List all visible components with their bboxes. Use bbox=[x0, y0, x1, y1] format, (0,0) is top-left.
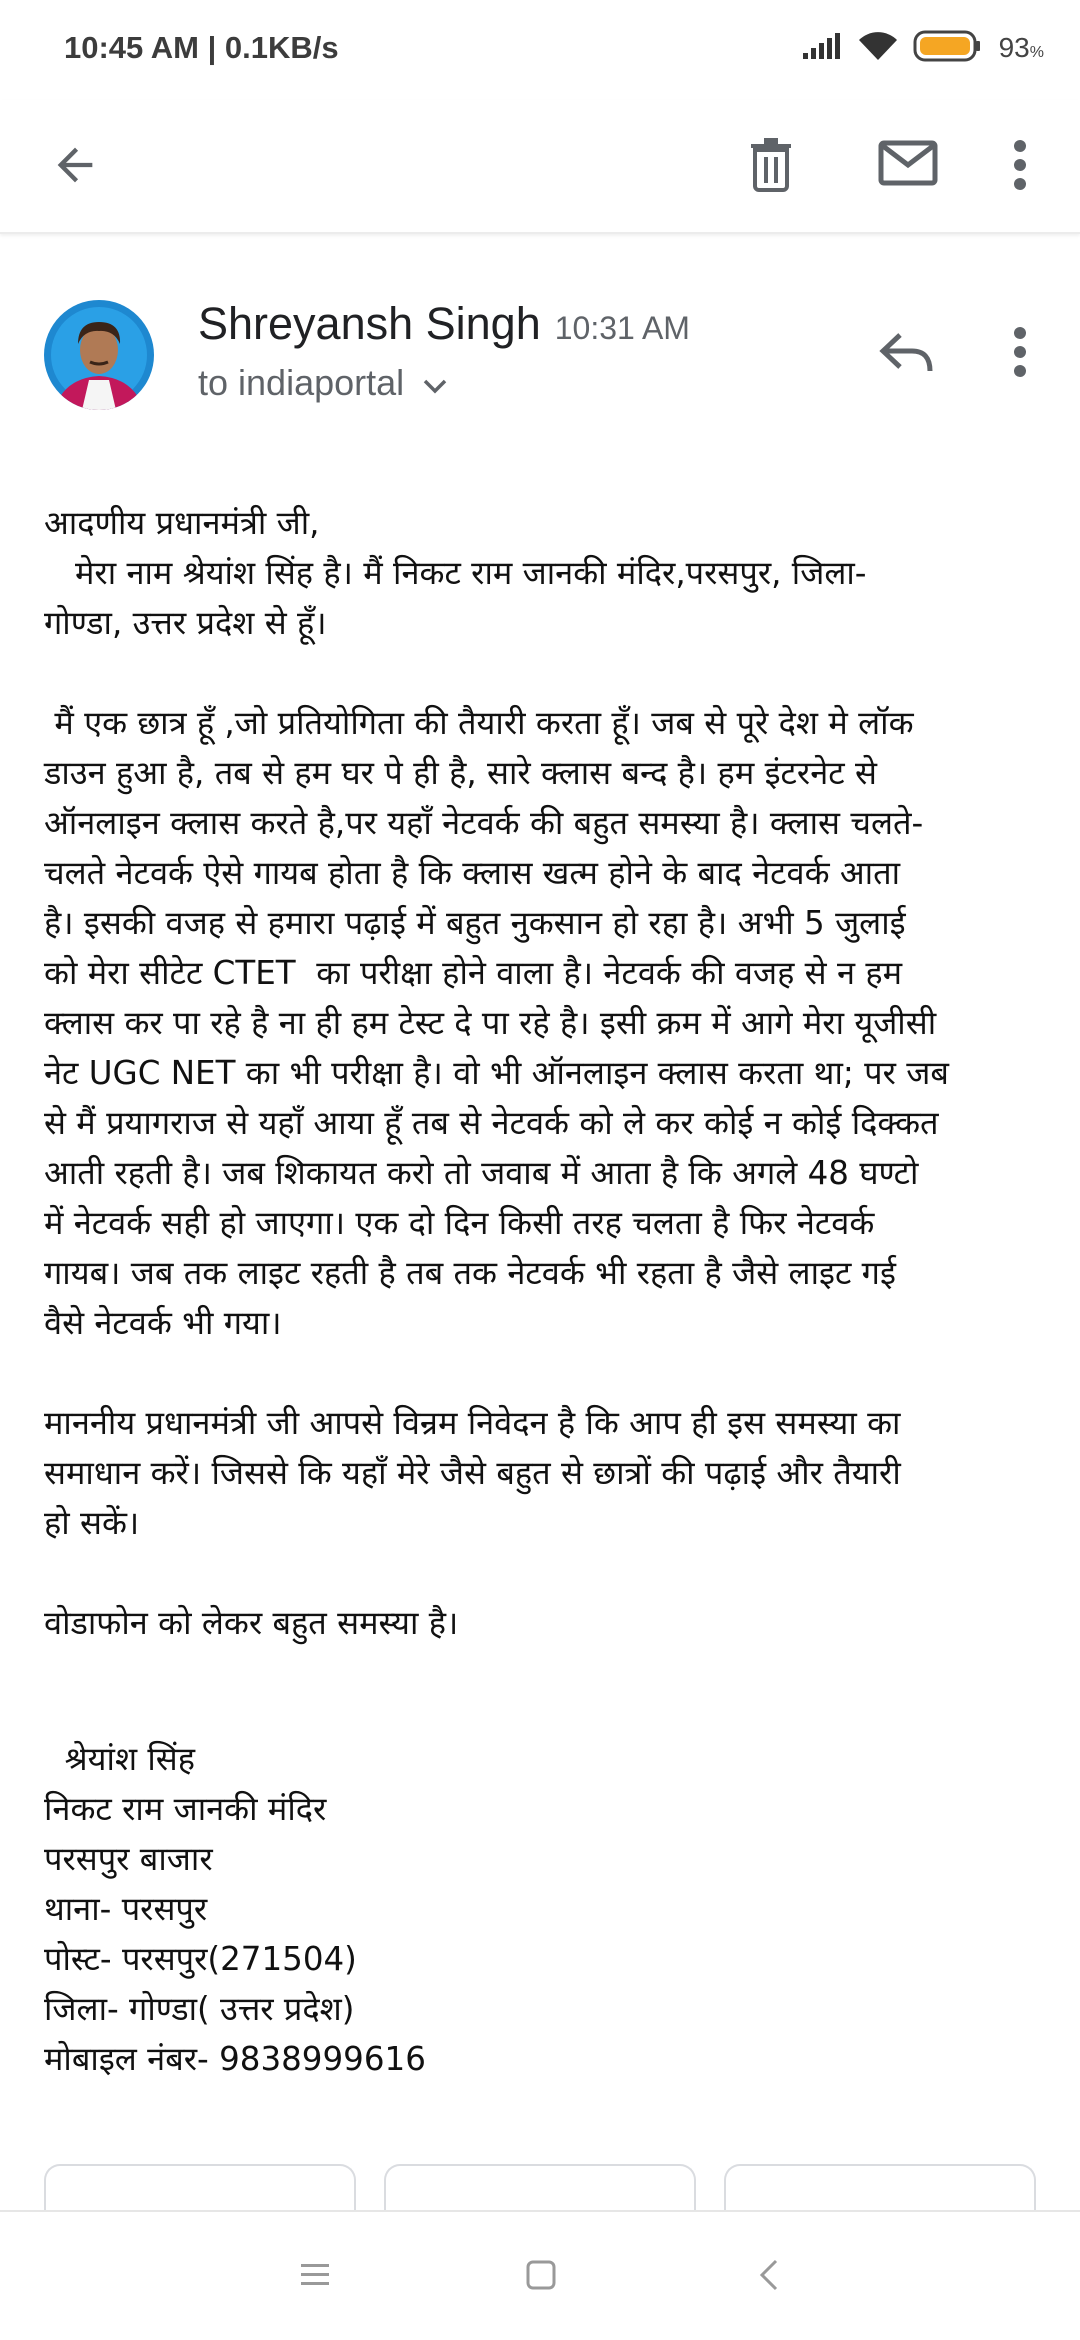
battery-fill bbox=[920, 37, 970, 55]
email-body bbox=[44, 498, 1044, 2084]
email-header bbox=[0, 290, 1080, 430]
mail-icon[interactable] bbox=[866, 126, 950, 200]
status-bar bbox=[0, 0, 1080, 100]
email-paragraph: मैं एक छात्र हूँ ,जो प्रतियोगिता की तैयारी करता हूँ। जब से पूरे देश मे लॉक डाउन हुआ है, तब से हम घर पे ही है, सारे क्लास बन्द है। हम इंटरनेट से ऑनलाइन क्लास करते है,पर यहाँ नेटवर्क की बहुत समस्या है। क्लास चलते- चलते नेटवर्क ऐसे गायब होता है कि क्लास खत्म होने के बाद नेटवर्क आता है। इसकी वजह से हमारा पढ़ाई में बहुत नुकसान हो रहा है। अभी 5 जुलाई को मेरा सीटेट CTET का परीक्षा होने वाला है। नेटवर्क की वजह से न हम क्लास कर पा रहे है ना ही हम टेस्ट दे पा रहे है। इसी क्रम में आगे मेरा यूजीसी नेट UGC NET का भी परीक्षा है। वो भी ऑनलाइन क्लास करता था; पर जब से मैं प्रयागराज से यहाँ आया हूँ तब से नेटवर्क को ले कर कोई न कोई दिक्कत आती रहती है। जब शिकायत करो तो जवाब में आता है कि अगले 48 घण्टो में नेटवर्क सही हो जाएगा। एक दो दिन किसी तरह चलता है फिर नेटवर्क गायब। जब तक लाइट रहती है तब तक नेटवर्क भी रहता है जैसे लाइट गई वैसे नेटवर्क भी गया। bbox=[44, 704, 949, 1342]
email-time: 10:31 AM bbox=[554, 310, 690, 346]
sender-name[interactable]: Shreyansh Singh bbox=[198, 298, 541, 349]
back-arrow-icon[interactable] bbox=[38, 128, 112, 202]
recents-menu-icon[interactable] bbox=[290, 2250, 340, 2300]
signal-icon bbox=[801, 31, 843, 66]
avatar[interactable] bbox=[44, 300, 154, 410]
email-toolbar bbox=[0, 100, 1080, 234]
chevron-down-icon bbox=[422, 362, 448, 404]
status-time-speed: 10:45 AM | 0.1KB/s bbox=[64, 30, 339, 65]
system-nav-bar bbox=[0, 2210, 1080, 2340]
email-paragraph: माननीय प्रधानमंत्री जी आपसे विन्रम निवेदन है कि आप ही इस समस्या का समाधान करें। जिससे कि यहाँ मेरे जैसे बहुत से छात्रों की पढ़ाई और तैयारी हो सकें। bbox=[44, 1404, 901, 1542]
email-greeting: आदणीय प्रधानमंत्री जी, bbox=[44, 504, 320, 542]
back-triangle-icon[interactable] bbox=[744, 2250, 794, 2300]
email-signature: श्रेयांश सिंह निकट राम जानकी मंदिर परसपुर बाजार थाना- परसपुर पोस्ट- परसपुर(271504) जिला- गोण्डा( उत्तर प्रदेश) मोबाइल नंबर- 9838999616 bbox=[44, 1740, 426, 2078]
home-square-icon[interactable] bbox=[516, 2250, 566, 2300]
battery-percentage: 93% bbox=[998, 32, 1044, 63]
recipient-toggle[interactable] bbox=[198, 362, 448, 404]
status-icons bbox=[801, 28, 1044, 68]
trash-icon[interactable] bbox=[734, 124, 808, 204]
recipient-text: to indiaportal bbox=[198, 362, 405, 403]
email-paragraph: वोडाफोन को लेकर बहुत समस्या है। bbox=[44, 1604, 459, 1642]
more-vert-icon[interactable] bbox=[990, 128, 1050, 202]
reply-icon[interactable] bbox=[868, 314, 944, 390]
battery-icon bbox=[913, 29, 983, 68]
email-intro: मेरा नाम श्रेयांश सिंह है। मैं निकट राम जानकी मंदिर,परसपुर, जिला- गोण्डा, उत्तर प्रदेश से हूँ। bbox=[44, 554, 867, 642]
reply-actions bbox=[44, 2164, 1036, 2214]
sender-line bbox=[198, 298, 690, 350]
wifi-icon bbox=[857, 30, 899, 67]
message-more-icon[interactable] bbox=[990, 314, 1050, 390]
